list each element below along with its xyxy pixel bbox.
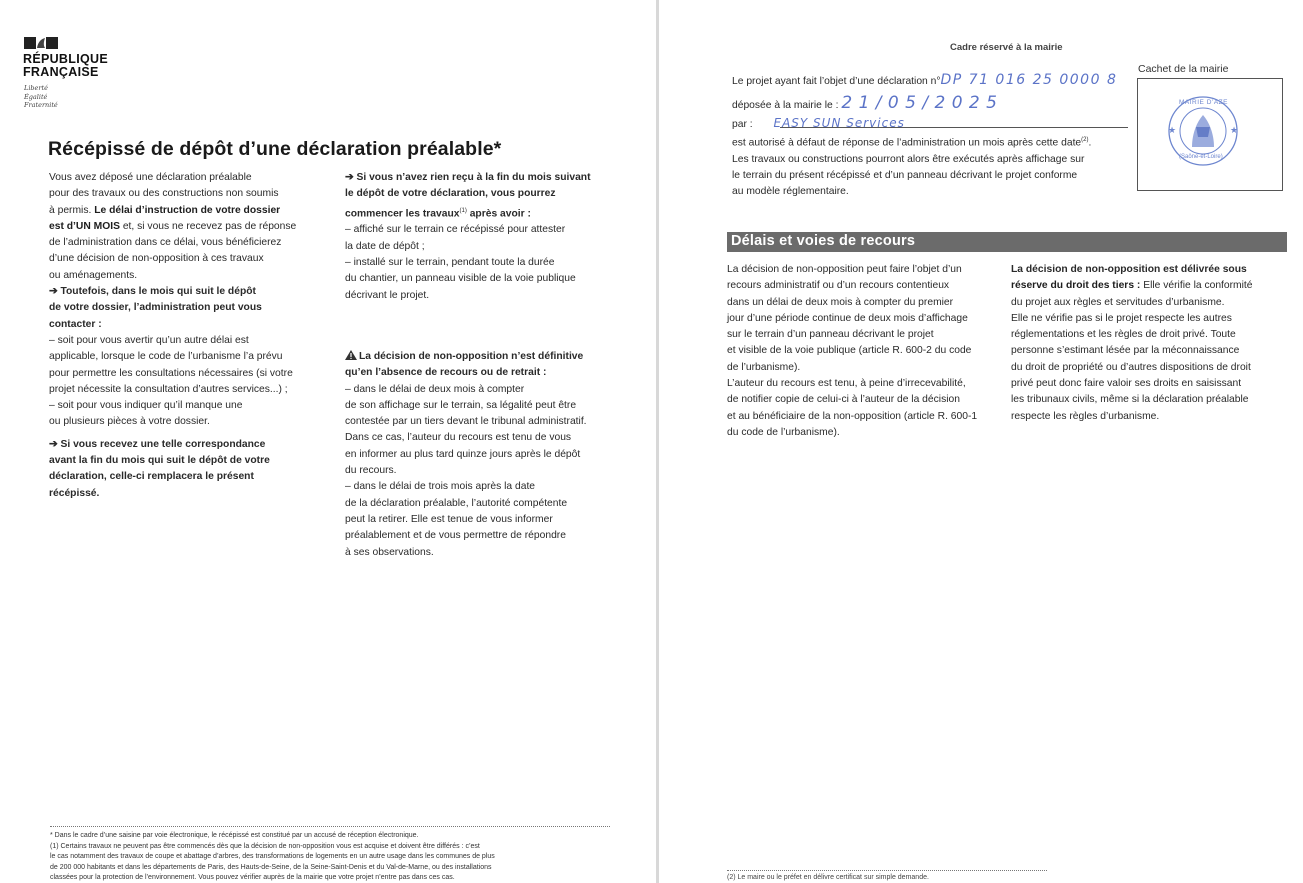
- footnote-line: (1) Certains travaux ne peuvent pas être commencés dès que la décision de non-opposition vous est acquise et doivent être différés : c’est: [50, 842, 480, 850]
- footnote-line: * Dans le cadre d’une saisine par voie électronique, le récépissé est constitué par un accusé de réception électronique.: [50, 832, 419, 839]
- text-line: contacter :: [49, 318, 102, 330]
- right-column-2: [1011, 262, 1291, 425]
- date-label: déposée à la mairie le :: [732, 100, 839, 111]
- right-column-1: [727, 262, 997, 441]
- text-line: peut la retirer. Elle est tenue de vous informer: [345, 513, 553, 525]
- devise: Liberté Égalité Fraternité: [24, 84, 58, 109]
- text-line: recours administratif ou d’un recours contentieux: [727, 280, 950, 292]
- text-line: à permis. Le délai d’instruction de votre dossier: [49, 204, 281, 216]
- left-column-2-warning: [345, 349, 620, 561]
- text-line: projet nécessite la consultation d’autres services...) ;: [49, 383, 288, 395]
- text-line: – dans le délai de deux mois à compter: [345, 383, 525, 395]
- svg-text:★: ★: [1230, 126, 1239, 136]
- declaration-line: [732, 72, 1117, 88]
- text-line: décrivant le projet.: [345, 289, 430, 301]
- text-line: L’auteur du recours est tenu, à peine d’irrecevabilité,: [727, 378, 966, 390]
- cadre-title: Cadre réservé à la mairie: [950, 42, 1063, 53]
- text-line: applicable, lorsque le code de l’urbanisme l’a prévu: [49, 351, 283, 363]
- text-line: ➔ Toutefois, dans le mois qui suit le dépôt: [49, 286, 256, 298]
- text-line: réserve du droit des tiers : Elle vérifie la conformité: [1011, 280, 1253, 292]
- text-line: du droit de propriété ou d’autres dispositions de droit: [1011, 361, 1251, 373]
- text-line: en informer au plus tard quinze jours après le dépôt: [345, 448, 581, 460]
- text-line: qu’en l’absence de recours ou de retrait :: [345, 367, 547, 379]
- text-line: pour permettre les consultations nécessaires (si votre: [49, 367, 293, 379]
- text-line: avant la fin du mois qui suit le dépôt de votre: [49, 455, 270, 467]
- text-line: dans un délai de deux mois à compter du premier: [727, 296, 954, 308]
- text-line: – affiché sur le terrain ce récépissé pour attester: [345, 224, 566, 236]
- text-line: réglementations et les règles de droit privé. Toute: [1011, 329, 1236, 341]
- text-line: du chantier, un panneau visible de la voie publique: [345, 273, 576, 285]
- text-line: Dans ce cas, l’auteur du recours est tenu de vous: [345, 432, 572, 444]
- text-line: du code de l’urbanisme).: [727, 426, 840, 438]
- text-line: à ses observations.: [345, 546, 434, 558]
- warning-icon: [345, 350, 357, 360]
- text-line: La décision de non-opposition peut faire l’objet d’un: [727, 264, 962, 275]
- mairie-stamp-icon: [1138, 79, 1282, 190]
- stamp-bottom-text: (Saône-et-Loire): [1179, 154, 1223, 160]
- text-line: Les travaux ou constructions pourront alors être exécutés après affichage sur: [732, 153, 1085, 165]
- text-line: privé peut donc faire valoir ses droits en saisissant: [1011, 378, 1242, 390]
- text-line: de l’urbanisme).: [727, 361, 801, 373]
- footnote-separator: [50, 826, 610, 827]
- date-line: [732, 93, 997, 113]
- right-footnote: (2) Le maire ou le préfet en délivre certificat sur simple demande.: [727, 874, 929, 881]
- footnote-line: classées pour la protection de l’environnement. Vous pouvez vérifier auprès de la mairie que votre projet n’entre pas dans ces cas.: [50, 874, 455, 882]
- text-line: contestée par un tiers devant le tribunal administratif.: [345, 416, 587, 428]
- par-label: par :: [732, 119, 753, 130]
- marianne-logo-icon: [24, 37, 58, 49]
- par-value: EASY SUN Services: [773, 116, 905, 130]
- text-line: le dépôt de votre déclaration, vous pourrez: [345, 188, 556, 200]
- stamp-top-text: MAIRIE D’AZE: [1179, 99, 1228, 106]
- text-line: – soit pour vous indiquer qu’il manque une: [49, 400, 243, 412]
- par-underline: [780, 127, 1128, 128]
- text-line: commencer les travaux$^{(1)}$ après avoir :: [345, 207, 531, 220]
- left-column-2: [345, 170, 620, 304]
- text-line: – installé sur le terrain, pendant toute la durée: [345, 256, 555, 268]
- text-line: sur le terrain d’un panneau décrivant le projet: [727, 329, 934, 341]
- text-line: du projet aux règles et servitudes d’urbanisme.: [1011, 296, 1225, 308]
- cachet-box: [1137, 78, 1283, 191]
- text-line: Vous avez déposé une déclaration préalable: [49, 172, 252, 183]
- text-line: préalablement et de vous permettre de répondre: [345, 530, 566, 542]
- right-footnote-separator: [727, 870, 1047, 871]
- text-line: de notifier copie de celui-ci à l’auteur de la décision: [727, 394, 960, 406]
- section-band: [727, 232, 1287, 252]
- text-line: de votre dossier, l’administration peut vous: [49, 302, 262, 314]
- text-line: au modèle réglementaire.: [732, 186, 849, 198]
- republique-francaise-logo: RÉPUBLIQUE FRANÇAISE: [23, 52, 108, 79]
- text-line: ou aménagements.: [49, 269, 138, 281]
- text-line: personne s’estimant lésée par la méconnaissance: [1011, 345, 1240, 357]
- text-line: du recours.: [345, 465, 397, 477]
- text-line: d’une décision de non-opposition à ces travaux: [49, 253, 264, 265]
- text-line: et visible de la voie publique (article R. 600-2 du code: [727, 345, 972, 357]
- text-line: est autorisé à défaut de réponse de l’administration un mois après cette date$^{(2)}$.: [732, 137, 1092, 149]
- left-footnotes: [50, 831, 610, 883]
- text-line: les tribunaux civils, même si la déclaration préalable: [1011, 394, 1249, 406]
- cachet-label: Cachet de la mairie: [1138, 63, 1229, 75]
- text-line: La décision de non-opposition n’est définitive: [345, 349, 620, 365]
- text-line: respecte les règles d’urbanisme.: [1011, 410, 1160, 422]
- svg-text:★: ★: [1168, 126, 1177, 136]
- left-column-1: [49, 170, 319, 502]
- text-line: Elle ne vérifie pas si le projet respecte les autres: [1011, 312, 1232, 324]
- page-title: Récépissé de dépôt d’une déclaration préalable*: [48, 138, 502, 160]
- text-line: et au bénéficiaire de la non-opposition (article R. 600-1: [727, 410, 978, 422]
- text-line: de son affichage sur le terrain, sa légalité peut être: [345, 399, 577, 411]
- text-line: pour des travaux ou des constructions non soumis: [49, 188, 279, 200]
- text-line: de la déclaration préalable, l’autorité compétente: [345, 497, 568, 509]
- text-line: La décision de non-opposition est délivrée sous: [1011, 264, 1247, 275]
- text-line: est d’UN MOIS et, si vous ne recevez pas de réponse: [49, 220, 297, 232]
- text-line: ➔ Si vous n’avez rien reçu à la fin du mois suivant: [345, 172, 591, 183]
- date-value: 2 1 / 0 5 / 2 0 2 5: [841, 93, 998, 113]
- text-line: déclaration, celle-ci remplacera le présent: [49, 471, 254, 483]
- footnote-line: le cas notamment des travaux de coupe et abattage d’arbres, des transformations de logements en un autre usage dans les communes de plus: [50, 853, 495, 861]
- text-line: récépissé.: [49, 487, 100, 499]
- section-title: Délais et voies de recours: [731, 233, 916, 249]
- declaration-label: Le projet ayant fait l’objet d’une déclaration n°: [732, 76, 941, 87]
- footnote-line: de 200 000 habitants et dans les départements de Paris, des Hauts-de-Seine, de la Seine-Saint-Denis et du Val-de-Marne, ou des installations: [50, 863, 492, 871]
- text-line: – dans le délai de trois mois après la date: [345, 481, 536, 493]
- text-line: – soit pour vous avertir qu’un autre délai est: [49, 334, 249, 346]
- text-line: ➔ Si vous recevez une telle correspondance: [49, 438, 266, 450]
- declaration-number: DP 71 016 25 0000 8: [940, 72, 1118, 88]
- text-line: ou plusieurs pièces à votre dossier.: [49, 416, 210, 428]
- text-line: de l’administration dans ce délai, vous bénéficierez: [49, 237, 282, 249]
- text-line: le terrain du présent récépissé et d’un panneau décrivant le projet conforme: [732, 170, 1078, 182]
- authorization-text: [732, 132, 1132, 201]
- text-line: la date de dépôt ;: [345, 240, 425, 252]
- text-line: jour d’une période continue de deux mois d’affichage: [727, 312, 968, 324]
